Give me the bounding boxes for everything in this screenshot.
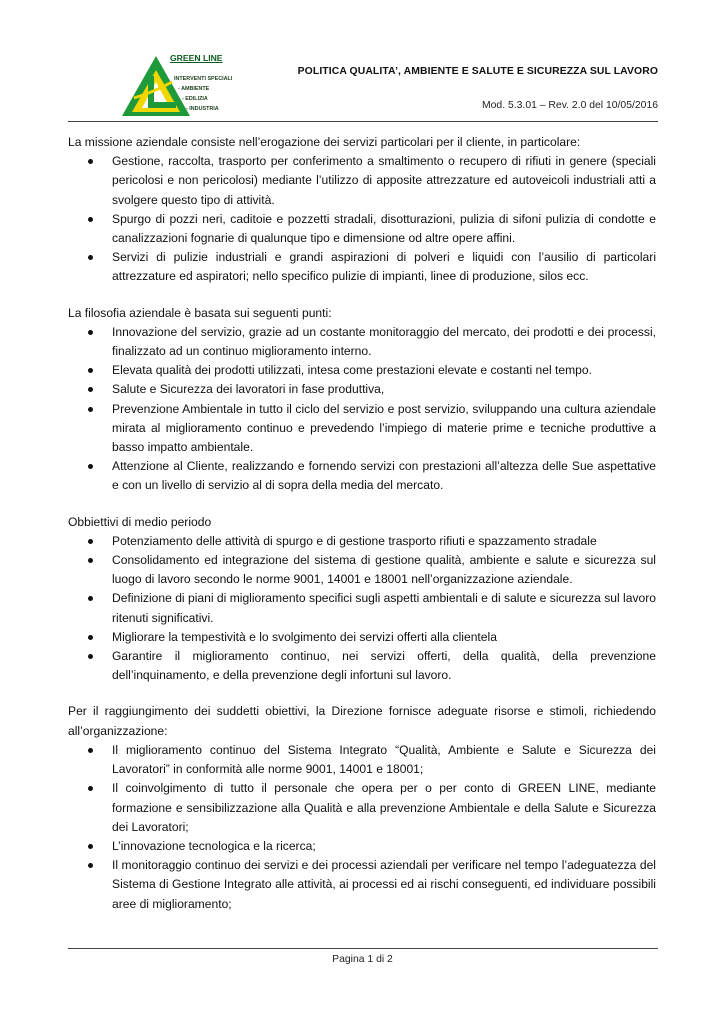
page-header	[68, 44, 658, 118]
list-item	[68, 741, 656, 779]
list-item	[68, 779, 656, 837]
list-item-text: Il monitoraggio continuo dei servizi e dei processi aziendali per verificare nel tempo l’adeguatezza del Sistema di Gestione Integrato alle attività, ai processi ed ai rischi conseguenti, ed individuare possibili aree di miglioramento;	[112, 858, 656, 911]
paragraph-gap	[68, 685, 656, 702]
list-item-text: Gestione, raccolta, trasporto per conferimento a smaltimento o recupero di rifiuti in genere (speciali pericolosi e non pericolosi) mediante l’utilizzo di apposite attrezzature ed autoveicoli industriali atti a svolgere questo tipo di attività.	[112, 154, 656, 207]
logo-line-3: - EDILIZIA	[182, 96, 208, 102]
section-intro: Obbiettivi di medio periodo	[68, 514, 212, 529]
list-item	[68, 532, 656, 551]
list-item-text: Il miglioramento continuo del Sistema Integrato “Qualità, Ambiente e Salute e Sicurezza dei Lavoratori” in conformità alle norme 9001, 14001 e 18001;	[112, 742, 656, 777]
bullet-icon	[88, 635, 93, 640]
list-item	[68, 837, 656, 856]
section-objectives	[68, 513, 656, 686]
document-body	[68, 133, 656, 914]
company-logo	[120, 52, 240, 118]
list-item-text: Potenziamento delle attività di spurgo e di gestione trasporto rifiuti e spazzamento stradale	[112, 533, 597, 548]
bullet-icon	[88, 863, 93, 868]
list-item-text: Migliorare la tempestività e lo svolgimento dei servizi offerti alla clientela	[112, 629, 497, 644]
list-item	[68, 628, 656, 647]
list-item-text: Innovazione del servizio, grazie ad un costante monitoraggio del mercato, dei prodotti e dei processi, finalizzato ad un continuo miglioramento interno.	[112, 324, 656, 359]
bullet-icon	[88, 844, 93, 849]
list-item-text: Spurgo di pozzi neri, caditoie e pozzetti stradali, disotturazioni, pulizia di sifoni pulizia di condotte e canalizzazioni fognarie di qualunque tipo e dimensione od altre opere affini.	[112, 211, 656, 246]
section-philosophy	[68, 304, 656, 496]
section-intro: La filosofia aziendale è basata sui seguenti punti:	[68, 305, 332, 320]
bullet-list	[68, 532, 656, 686]
list-item	[68, 361, 656, 380]
paragraph-gap	[68, 496, 656, 513]
document-revision: Mod. 5.3.01 – Rev. 2.0 del 10/05/2016	[482, 100, 658, 111]
logo-line-4: - INDUSTRIA	[186, 106, 219, 112]
bullet-list	[68, 152, 656, 286]
bullet-icon	[88, 159, 93, 164]
list-item	[68, 647, 656, 685]
bullet-icon	[88, 368, 93, 373]
section-intro: La missione aziendale consiste nell’erogazione dei servizi particolari per il cliente, in particolare:	[68, 135, 581, 149]
bullet-list	[68, 323, 656, 496]
list-item	[68, 400, 656, 458]
list-item	[68, 380, 656, 399]
list-item	[68, 248, 656, 286]
paragraph-gap	[68, 287, 656, 304]
list-item	[68, 856, 656, 914]
bullet-icon	[88, 464, 93, 469]
logo-line-2: - AMBIENTE	[178, 86, 210, 92]
bullet-icon	[88, 387, 93, 392]
list-item	[68, 457, 656, 495]
list-item-text: L’innovazione tecnologica e la ricerca;	[112, 838, 316, 853]
logo-line-1: INTERVENTI SPECIALI	[174, 76, 233, 82]
bullet-icon	[88, 217, 93, 222]
list-item-text: Salute e Sicurezza dei lavoratori in fase produttiva,	[112, 382, 385, 397]
section-resources	[68, 702, 656, 913]
bullet-icon	[88, 654, 93, 659]
bullet-icon	[88, 596, 93, 601]
list-item-text: Attenzione al Cliente, realizzando e fornendo servizi con prestazioni all’altezza delle Sue aspettative e con un livello di servizio al di sopra della media del mercato.	[112, 459, 656, 493]
bullet-icon	[88, 407, 93, 412]
list-item-text: Consolidamento ed integrazione del sistema di gestione qualità, ambiente e salute e sicurezza sul luogo di lavoro secondo le norme 9001, 14001 e 18001 nell’organizzazione aziendale.	[112, 553, 656, 587]
footer-divider	[68, 948, 658, 949]
list-item	[68, 323, 656, 361]
list-item-text: Prevenzione Ambientale in tutto il ciclo del servizio e post servizio, sviluppando una cultura aziendale mirata al miglioramento continuo e prevedendo l’impiego di materie prime e tecniche produttive a basso impatto ambientale.	[112, 401, 656, 455]
list-item-text: Il coinvolgimento di tutto il personale che opera per o per conto di GREEN LINE, mediante formazione e sensibilizzazione alla Qualità e alla prevenzione Ambientale e della Salute e Sicurezza dei Lavoratori;	[112, 781, 656, 834]
bullet-icon	[88, 539, 93, 544]
list-item	[68, 152, 656, 210]
logo-brand-text: GREEN LINE	[170, 53, 223, 63]
list-item	[68, 551, 656, 589]
section-intro: Per il raggiungimento dei suddetti obiettivi, la Direzione fornisce adeguate risorse e stimoli, richiedendo all’organizzazione:	[68, 704, 656, 738]
list-item-text: Garantire il miglioramento continuo, nei servizi offerti, della qualità, della prevenzione dell’inquinamento, e della prevenzione degli infortuni sul lavoro.	[112, 649, 656, 683]
list-item-text: Elevata qualità dei prodotti utilizzati, intesa come prestazioni elevate e costanti nel tempo.	[112, 363, 592, 378]
bullet-icon	[88, 255, 93, 260]
list-item-text: Definizione di piani di miglioramento specifici sugli aspetti ambientali e di salute e sicurezza sul lavoro ritenuti significativi.	[112, 591, 656, 625]
header-divider	[68, 121, 658, 122]
bullet-icon	[88, 748, 93, 753]
bullet-icon	[88, 558, 93, 563]
bullet-icon	[88, 330, 93, 335]
bullet-list	[68, 741, 656, 914]
document-title: POLITICA QUALITA’, AMBIENTE E SALUTE E SICUREZZA SUL LAVORO	[297, 66, 658, 77]
list-item	[68, 210, 656, 248]
list-item	[68, 589, 656, 627]
page-number: Pagina 1 di 2	[332, 954, 393, 965]
list-item-text: Servizi di pulizie industriali e grandi aspirazioni di polveri e liquidi con l’ausilio di particolari attrezzature ed aspiratori; nello specifico pulizie di impianti, linee di produzione, silos ecc.	[112, 250, 656, 284]
bullet-icon	[88, 786, 93, 791]
section-mission	[68, 133, 656, 287]
